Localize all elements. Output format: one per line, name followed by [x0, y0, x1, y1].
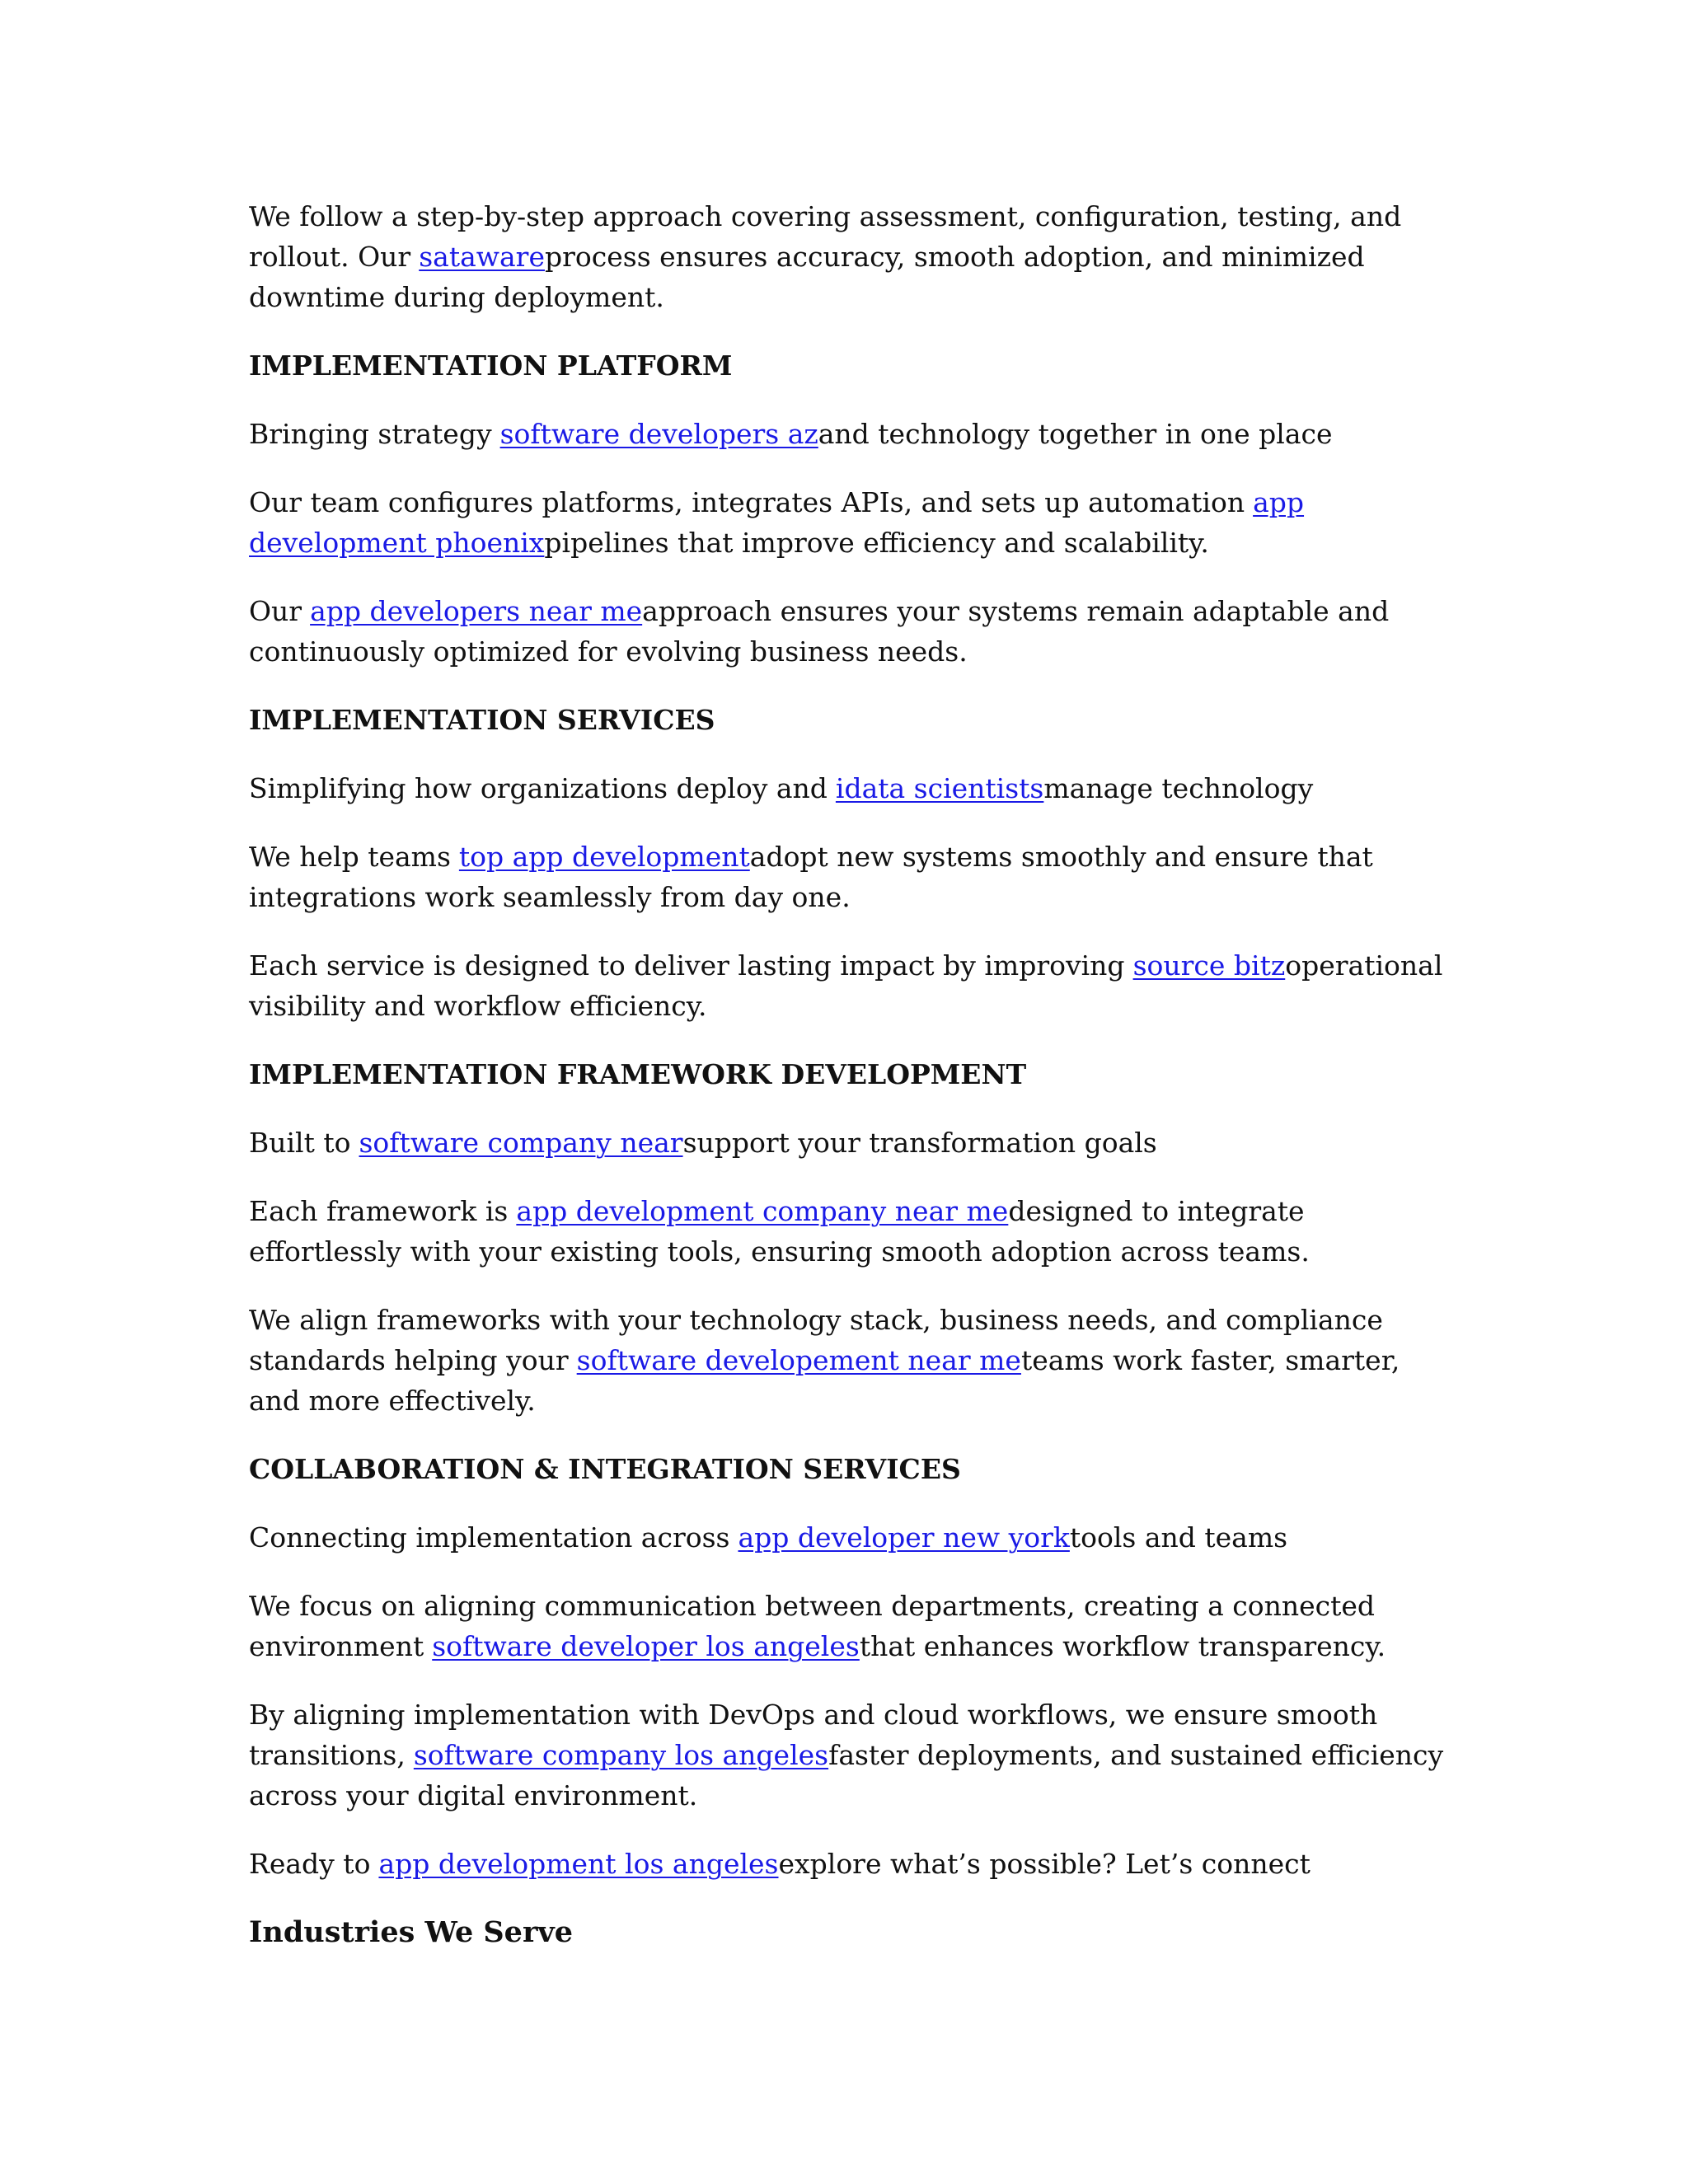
link-app-development-company-near-me[interactable]: app development company near me — [516, 1195, 1009, 1227]
link-app-developers-near-me[interactable]: app developers near me — [310, 595, 643, 627]
paragraph-text: We focus on aligning communication between departments, creating a connected environment — [249, 1590, 1376, 1662]
link-top-app-development[interactable]: top app development — [458, 841, 750, 873]
link-software-company-near[interactable]: software company near — [359, 1127, 683, 1159]
paragraph-text: Connecting implementation across — [249, 1521, 730, 1554]
paragraph-text: By aligning implementation with DevOps and cloud workflows, we ensure smooth transitions, — [249, 1699, 1378, 1771]
paragraph-text: pipelines that improve efficiency and scalability. — [544, 527, 1209, 559]
services-paragraph-2 — [249, 837, 1452, 917]
link-software-developement-near-me[interactable]: software developement near me — [576, 1344, 1021, 1376]
heading-implementation-services: IMPLEMENTATION SERVICES — [249, 704, 715, 736]
document-body — [249, 196, 1452, 1980]
collaboration-paragraph-4 — [249, 1844, 1452, 1884]
paragraph-text: We help teams — [249, 841, 451, 873]
paragraph-text: teams work faster, smarter, and more effectively. — [249, 1344, 1400, 1417]
paragraph-text: adopt new systems smoothly and ensure that integrations work seamlessly from day one. — [249, 841, 1373, 913]
paragraph-text: approach ensures your systems remain adaptable and continuously optimized for evolving business needs. — [249, 595, 1390, 668]
paragraph-text: faster deployments, and sustained efficiency across your digital environment. — [249, 1739, 1444, 1811]
paragraph-text: that enhances workflow transparency. — [859, 1630, 1386, 1662]
link-software-developer-los-angeles[interactable]: software developer los angeles — [432, 1630, 860, 1662]
framework-paragraph-2 — [249, 1191, 1452, 1272]
paragraph-text: operational visibility and workflow efficiency. — [249, 949, 1443, 1022]
platform-paragraph-1 — [249, 414, 1452, 454]
framework-paragraph-1 — [249, 1122, 1452, 1163]
collaboration-paragraph-1 — [249, 1517, 1452, 1558]
services-paragraph-1 — [249, 768, 1452, 808]
heading-industries-we-serve: Industries We Serve — [249, 1915, 573, 1949]
collaboration-paragraph-2 — [249, 1586, 1452, 1666]
intro-paragraph — [249, 196, 1452, 317]
paragraph-text: Each framework is — [249, 1195, 509, 1227]
paragraph-text: designed to integrate effortlessly with your existing tools, ensuring smooth adoption across teams. — [249, 1195, 1310, 1268]
services-paragraph-3 — [249, 945, 1452, 1026]
paragraph-text: support your transformation goals — [682, 1127, 1157, 1159]
link-sataware[interactable]: sataware — [419, 241, 545, 273]
paragraph-text: Bringing strategy — [249, 418, 492, 450]
paragraph-text: manage technology — [1043, 772, 1314, 804]
link-app-developer-new-york[interactable]: app developer new york — [738, 1521, 1070, 1554]
heading-collaboration-integration-services: COLLABORATION & INTEGRATION SERVICES — [249, 1453, 961, 1485]
paragraph-text: We align frameworks with your technology stack, business needs, and compliance standards helping your — [249, 1304, 1383, 1376]
paragraph-text: Our — [249, 595, 302, 627]
link-app-development-phoenix[interactable]: app development phoenix — [249, 486, 1305, 559]
link-source-bitz[interactable]: source bitz — [1132, 949, 1286, 982]
heading-implementation-framework-development: IMPLEMENTATION FRAMEWORK DEVELOPMENT — [249, 1058, 1027, 1090]
intro-text-after: process ensures accuracy, smooth adoption, and minimized downtime during deployment. — [249, 241, 1365, 313]
intro-text: We follow a step-by-step approach covering assessment, configuration, testing, and rollout. Our — [249, 200, 1402, 273]
paragraph-text: Simplifying how organizations deploy and — [249, 772, 828, 804]
link-software-developers-az[interactable]: software developers az — [499, 418, 818, 450]
heading-implementation-platform: IMPLEMENTATION PLATFORM — [249, 349, 733, 382]
link-app-development-los-angeles[interactable]: app development los angeles — [378, 1848, 779, 1880]
paragraph-text: Ready to — [249, 1848, 371, 1880]
paragraph-text: Our team configures platforms, integrates APIs, and sets up automation — [249, 486, 1245, 518]
link-software-company-los-angeles[interactable]: software company los angeles — [413, 1739, 829, 1771]
collaboration-paragraph-3 — [249, 1694, 1452, 1816]
paragraph-text: and technology together in one place — [818, 418, 1333, 450]
platform-paragraph-3 — [249, 591, 1452, 672]
paragraph-text: Built to — [249, 1127, 351, 1159]
platform-paragraph-2 — [249, 482, 1452, 563]
framework-paragraph-3 — [249, 1300, 1452, 1421]
paragraph-text: explore what’s possible? Let’s connect — [778, 1848, 1311, 1880]
paragraph-text: Each service is designed to deliver lasting impact by improving — [249, 949, 1125, 982]
paragraph-text: tools and teams — [1069, 1521, 1288, 1554]
link-idata-scientists[interactable]: idata scientists — [835, 772, 1044, 804]
